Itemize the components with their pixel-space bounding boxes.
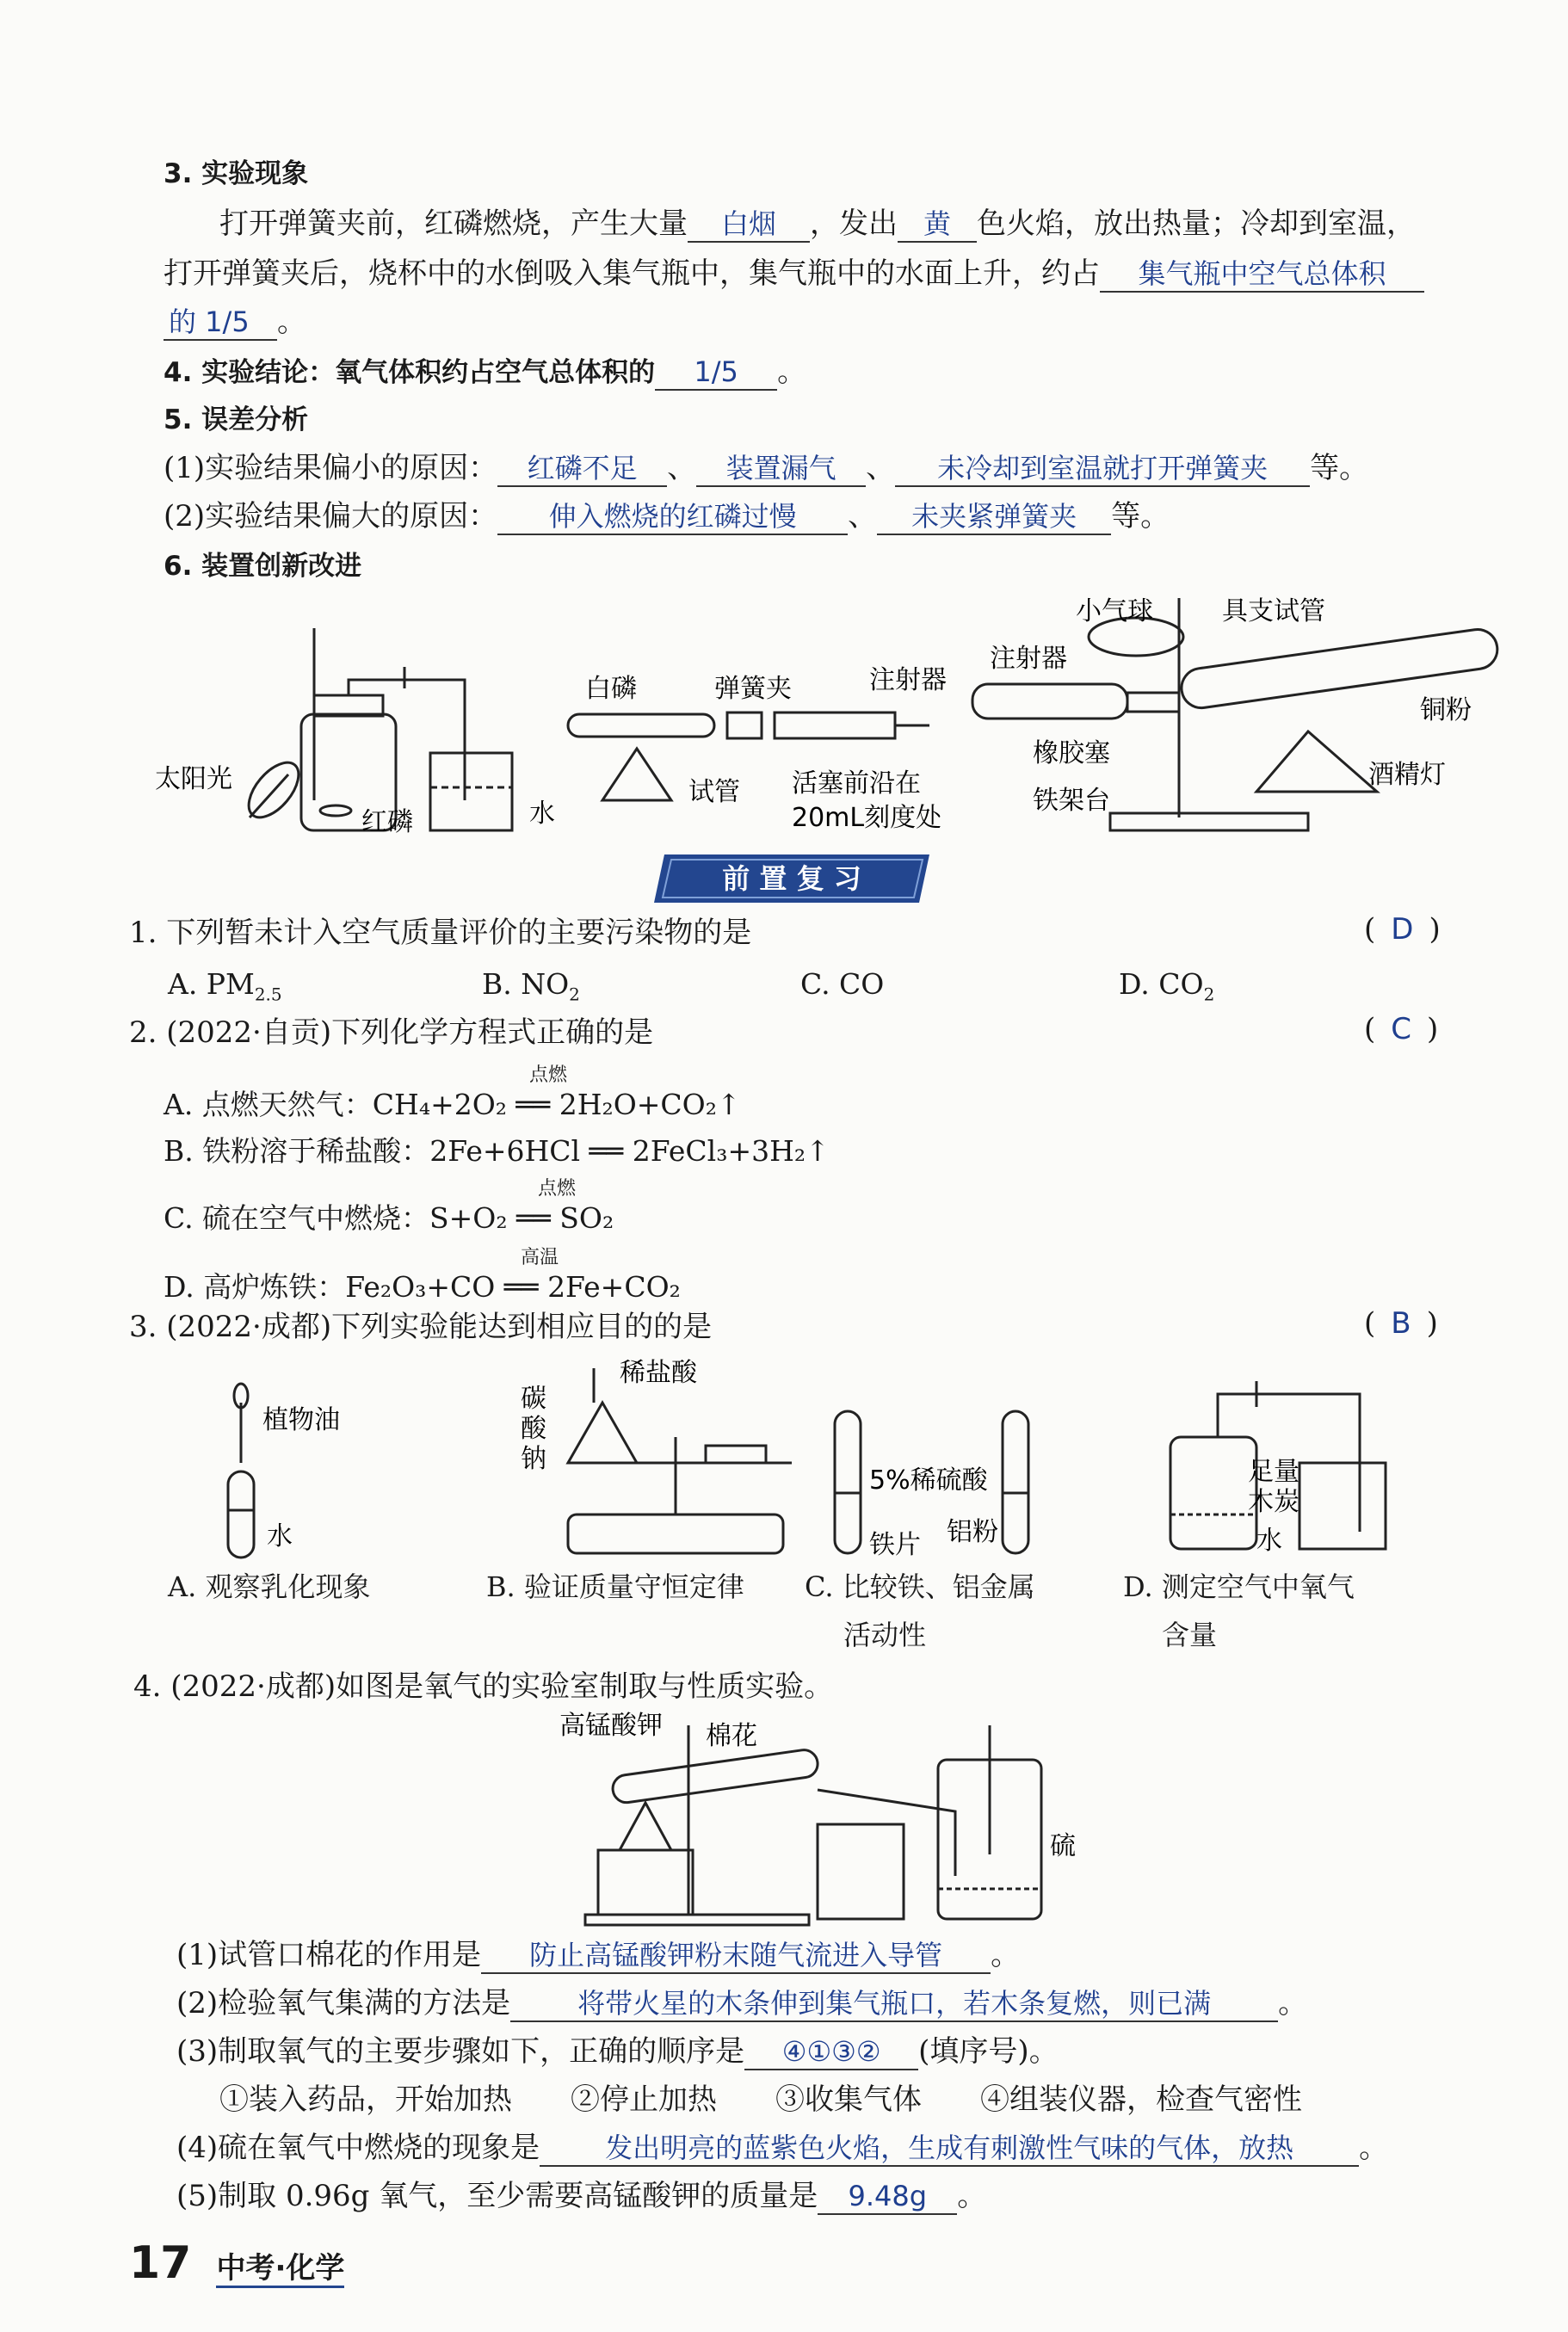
section3-para3: 的 1/5 。 [164,303,306,341]
q1-option-b: B. $NO_2$ [482,967,580,1005]
q4-steps: ①装入药品，开始加热 ②停止加热 ③收集气体 ④组装仪器，检查气密性 [219,2082,1302,2117]
q4-figure [559,1708,1119,1928]
q4-sub4: (4)硫在氧气中燃烧的现象是 发出明亮的蓝紫色火焰，生成有刺激性气味的气体，放热 。 [176,2131,1389,2165]
svg-text:钠: 钠 [521,1444,546,1474]
q3-answer-paren: ( B ) [1364,1306,1438,1341]
section3-para1: 打开弹簧夹前，红磷燃烧，产生大量 白烟 ，发出 黄 色火焰，放出热量；冷却到室温， [219,207,1416,241]
svg-text:水: 水 [529,799,555,829]
q1-option-d: D. $CO_2$ [1119,967,1215,1005]
svg-text:弹簧夹: 弹簧夹 [714,674,792,704]
section-banner [654,854,929,903]
svg-text:足量: 足量 [1248,1457,1299,1487]
svg-text:高锰酸钾: 高锰酸钾 [559,1711,663,1741]
q3-caption-c: C. 比较铁、铝金属 [805,1570,1035,1603]
condition-label: 高温 [521,1247,559,1268]
svg-text:太阳光: 太阳光 [155,764,232,794]
apparatus-figure [155,585,1506,843]
answer-blank: 的 1/5 [164,305,277,341]
svg-text:碳: 碳 [521,1384,546,1414]
q4-stem: 4. (2022·成都)如图是氧气的实验室制取与性质实验。 [133,1669,834,1704]
section3-title: 3. 实验现象 [164,158,309,189]
svg-text:铁片: 铁片 [869,1530,921,1560]
svg-text:活塞前沿在: 活塞前沿在 [792,768,921,799]
q1-option-c: C. CO [800,967,885,1001]
svg-text:红磷: 红磷 [361,807,413,837]
q3-figures [155,1351,1463,1575]
answer-blank: 集气瓶中空气总体积 [1100,256,1424,293]
condition-label: 点燃 [538,1178,577,1200]
q3-caption-b: B. 验证质量守恒定律 [486,1570,744,1603]
svg-text:前 置 复 习: 前 置 复 习 [722,862,861,895]
svg-text:水: 水 [267,1521,293,1552]
svg-text:酸: 酸 [521,1414,546,1444]
page-number: 17 [129,2237,192,2289]
svg-text:具支试管: 具支试管 [1222,596,1325,626]
q1-stem: 1. 下列暂未计入空气质量评价的主要污染物的是 [129,916,752,950]
q3-caption-c2: 活动性 [843,1619,927,1651]
q2-answer-paren: ( C ) [1364,1012,1439,1046]
svg-text:白磷: 白磷 [585,674,637,704]
q2-option-c: C. 硫在空气中燃烧：S+O₂ ══ SO₂ [164,1201,614,1235]
q3-caption-a: A. 观察乳化现象 [168,1570,371,1603]
q2-option-a: A. 点燃天然气：CH₄+2O₂ ══ 2H₂O+CO₂↑ [164,1088,741,1121]
answer-blank: 1/5 [655,355,777,391]
svg-text:铁架台: 铁架台 [1033,786,1110,816]
answer-blank: 白烟 [688,207,810,243]
q1-answer-paren: ( D ) [1364,912,1441,947]
q4-sub3: (3)制取氧气的主要步骤如下，正确的顺序是 ④①③② (填序号)。 [176,2034,1059,2069]
condition-label: 点燃 [529,1064,568,1086]
svg-text:试管: 试管 [688,777,740,807]
footer-label: 中考·化学 [216,2251,344,2288]
svg-text:棉花: 棉花 [706,1721,757,1751]
section5-q1: (1)实验结果偏小的原因： 红磷不足 、 装置漏气 、 未冷却到室温就打开弹簧夹 等。 [164,451,1369,485]
svg-text:铝粉: 铝粉 [947,1517,998,1547]
q2-option-b: B. 铁粉溶于稀盐酸：2Fe+6HCl ══ 2FeCl₃+3H₂↑ [164,1134,830,1168]
section6-title: 6. 装置创新改进 [164,551,362,582]
q2-stem: 2. (2022·自贡)下列化学方程式正确的是 [129,1015,654,1050]
svg-text:橡胶塞: 橡胶塞 [1033,738,1110,768]
svg-text:酒精灯: 酒精灯 [1368,760,1446,790]
q3-stem: 3. (2022·成都)下列实验能达到相应目的的是 [129,1310,713,1344]
q4-sub5: (5)制取 0.96g 氧气，至少需要高锰酸钾的质量是 9.48g 。 [176,2179,987,2213]
svg-text:5%稀硫酸: 5%稀硫酸 [869,1465,988,1496]
answer-blank: 黄 [898,207,977,243]
svg-text:20mL刻度处: 20mL刻度处 [792,803,942,833]
svg-text:注射器: 注射器 [869,665,947,695]
section3-para2: 打开弹簧夹后，烧杯中的水倒吸入集气瓶中，集气瓶中的水面上升，约占 集气瓶中空气总体积 [164,255,1424,293]
q3-caption-d2: 含量 [1162,1619,1218,1651]
section5-title: 5. 误差分析 [164,404,309,435]
svg-text:稀盐酸: 稀盐酸 [620,1358,697,1388]
svg-text:小气球: 小气球 [1076,596,1153,626]
svg-text:硫: 硫 [1050,1831,1076,1861]
svg-text:水: 水 [1256,1526,1282,1556]
q3-caption-d: D. 测定空气中氧气 [1123,1570,1355,1603]
svg-text:铜粉: 铜粉 [1420,695,1472,725]
section5-q2: (2)实验结果偏大的原因： 伸入燃烧的红磷过慢 、 未夹紧弹簧夹 等。 [164,499,1170,534]
svg-text:注射器: 注射器 [990,644,1067,674]
q4-sub1: (1)试管口棉花的作用是 防止高锰酸钾粉末随气流进入导管 。 [176,1938,1021,1972]
q4-sub2: (2)检验氧气集满的方法是 将带火星的木条伸到集气瓶口，若木条复燃，则已满 。 [176,1986,1308,2020]
svg-text:植物油: 植物油 [262,1405,340,1435]
q1-option-a: A. $PM_{2.5}$ [168,967,282,1005]
section4-conclusion: 4. 实验结论：氧气体积约占空气总体积的 1/5 。 [164,355,807,389]
page-footer [129,2237,344,2289]
q2-option-d: D. 高炉炼铁：Fe₂O₃+CO ══ 2Fe+CO₂ [164,1270,681,1304]
svg-text:木炭: 木炭 [1248,1487,1299,1517]
